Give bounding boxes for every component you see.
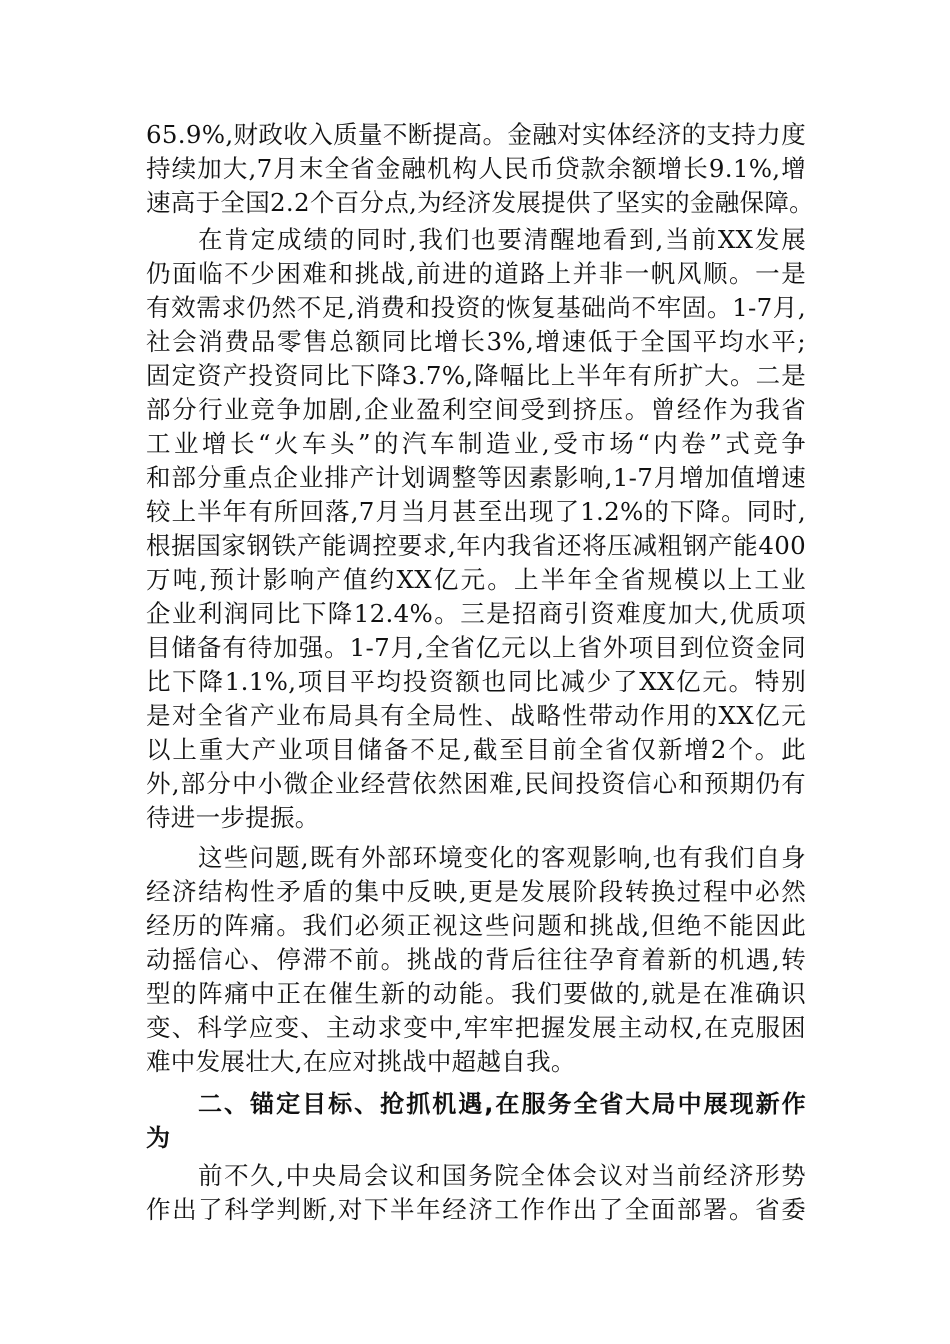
body-line: 有效需求仍然不足,消费和投资的恢复基础尚不牢固。1-7月,	[146, 293, 806, 322]
body-line: 持续加大,7月末全省金融机构人民币贷款余额增长9.1%,增	[146, 154, 806, 183]
body-line: 速高于全国2.2个百分点,为经济发展提供了坚实的金融保障。	[146, 188, 814, 217]
body-line: 企业利润同比下降12.4%。三是招商引资难度加大,优质项	[146, 599, 806, 628]
body-line: 65.9%,财政收入质量不断提高。金融对实体经济的支持力度	[146, 120, 806, 149]
body-line: 较上半年有所回落,7月当月甚至出现了1.2%的下降。同时,	[146, 497, 806, 526]
body-line: 难中发展壮大,在应对挑战中超越自我。	[146, 1047, 576, 1076]
paragraph-first-line: 前不久,中央局会议和国务院全体会议对当前经济形势	[198, 1161, 806, 1190]
body-line: 工业增长“火车头”的汽车制造业,受市场“内卷”式竞争	[146, 429, 806, 458]
body-line: 型的阵痛中正在催生新的动能。我们要做的,就是在准确识	[146, 979, 806, 1008]
body-line: 待进一步提振。	[146, 803, 320, 832]
body-line: 仍面临不少困难和挑战,前进的道路上并非一帆风顺。一是	[146, 259, 806, 288]
body-line: 和部分重点企业排产计划调整等因素影响,1-7月增加值增速	[146, 463, 806, 492]
body-line: 比下降1.1%,项目平均投资额也同比减少了XX亿元。特别	[146, 667, 806, 696]
body-line: 经历的阵痛。我们必须正视这些问题和挑战,但绝不能因此	[146, 911, 806, 940]
body-line: 是对全省产业布局具有全局性、战略性带动作用的XX亿元	[146, 701, 806, 730]
body-line: 变、科学应变、主动求变中,牢牢把握发展主动权,在克服困	[146, 1013, 806, 1042]
section-heading-continuation: 为	[146, 1124, 171, 1152]
body-line: 社会消费品零售总额同比增长3%,增速低于全国平均水平;	[146, 327, 806, 356]
body-line: 经济结构性矛盾的集中反映,更是发展阶段转换过程中必然	[146, 877, 806, 906]
body-line: 固定资产投资同比下降3.7%,降幅比上半年有所扩大。二是	[146, 361, 806, 390]
body-line: 目储备有待加强。1-7月,全省亿元以上省外项目到位资金同	[146, 633, 806, 662]
body-line: 根据国家钢铁产能调控要求,年内我省还将压减粗钢产能400	[146, 531, 806, 560]
body-line: 外,部分中小微企业经营依然困难,民间投资信心和预期仍有	[146, 769, 806, 798]
body-line: 万吨,预计影响产值约XX亿元。上半年全省规模以上工业	[146, 565, 806, 594]
paragraph-first-line: 这些问题,既有外部环境变化的客观影响,也有我们自身	[198, 843, 806, 872]
body-line: 部分行业竞争加剧,企业盈利空间受到挤压。曾经作为我省	[146, 395, 806, 424]
body-line: 作出了科学判断,对下半年经济工作作出了全面部署。省委	[146, 1195, 806, 1224]
body-line: 动摇信心、停滞不前。挑战的背后往往孕育着新的机遇,转	[146, 945, 806, 974]
paragraph-first-line: 在肯定成绩的同时,我们也要清醒地看到,当前XX发展	[198, 225, 806, 254]
section-heading: 二、锚定目标、抢抓机遇,在服务全省大局中展现新作	[198, 1090, 806, 1118]
body-line: 以上重大产业项目储备不足,截至目前全省仅新增2个。此	[146, 735, 806, 764]
